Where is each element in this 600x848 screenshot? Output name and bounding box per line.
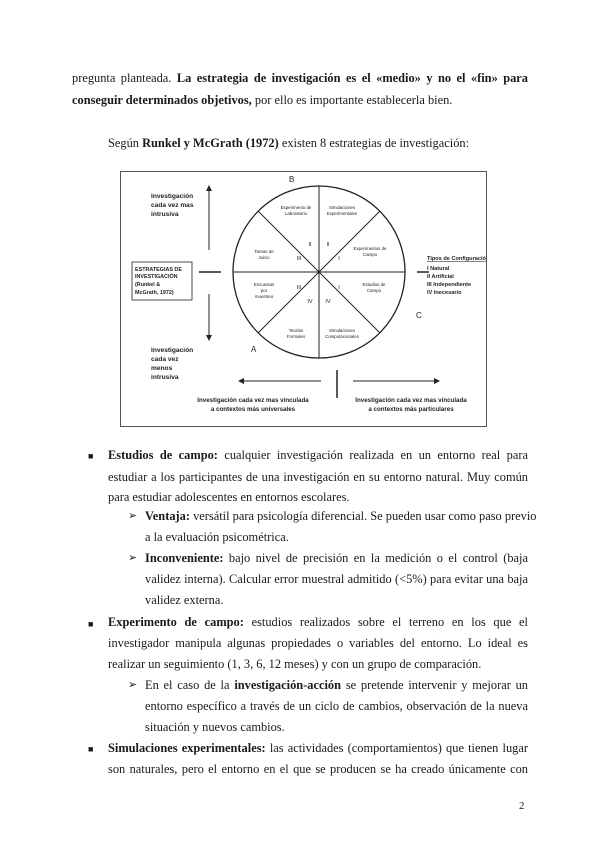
svg-text:cada vez mas: cada vez mas xyxy=(151,202,194,209)
sector-teorias-1: Teorías xyxy=(288,328,304,333)
para1-line2: conseguir determinados objetivos, por ello es importante establecerla bien. xyxy=(72,93,453,107)
b3-line2: son naturales, pero el entorno en el que se producen se ha creado únicamente con xyxy=(108,762,528,776)
strategies-box-text xyxy=(135,267,182,296)
svg-text:IV Inecesario: IV Inecesario xyxy=(427,290,462,296)
sector-encuestas-1: Encuestas xyxy=(253,282,275,287)
strategies-figure xyxy=(120,171,487,427)
b2-line3: realizar un seguimiento (1, 3, 6, 12 meses) y con un grupo de comparación. xyxy=(108,657,482,671)
s1-line2: a la evaluación psicométrica. xyxy=(145,530,289,544)
sector-teorias-2: Formales xyxy=(286,334,306,339)
sector-lab-1: Experimento de xyxy=(280,205,312,210)
sector-simcomp-2: Computacionales xyxy=(325,334,359,339)
svg-text:menos: menos xyxy=(151,365,173,372)
arrow-bullet-icon: ➢ xyxy=(128,679,138,691)
label-a: A xyxy=(251,345,257,354)
sector-simcomp-1: Simulaciones xyxy=(328,328,356,333)
roman-numerals xyxy=(297,242,341,305)
sector-tareas-1: Tareas de xyxy=(254,249,274,254)
sector-expcampo-1: Experimentos de xyxy=(353,246,387,251)
tipos-configuracion xyxy=(427,256,486,296)
s2-line1: Inconveniente: bajo nivel de precisión en la medición o el control (baja xyxy=(145,551,528,565)
bottom-left-text xyxy=(197,397,309,413)
page-number: 2 xyxy=(519,800,525,812)
sector-tareas-2: Juicio xyxy=(258,255,270,260)
svg-text:McGrath, 1972): McGrath, 1972) xyxy=(135,290,174,296)
sector-simexp-1: Simulaciones xyxy=(328,205,356,210)
sector-expcampo-2: Campo xyxy=(362,252,378,257)
strategies-diagram xyxy=(121,172,486,426)
left-top-text xyxy=(151,193,194,218)
arrow-bullet-icon: ➢ xyxy=(128,552,138,564)
svg-text:II: II xyxy=(308,242,312,248)
s3-line2: entorno específico a través de un ciclo de cambios, observación de la nueva xyxy=(145,699,528,713)
b3-line1: Simulaciones experimentales: las actividades (comportamientos) que tienen lugar xyxy=(108,741,528,755)
bullet-square: ■ xyxy=(88,451,94,461)
s2-line3: validez externa. xyxy=(145,593,224,607)
bottom-right-text xyxy=(355,397,467,413)
svg-text:III: III xyxy=(296,256,302,262)
b1-line1: Estudios de campo: cualquier investigación realizada en un entorno real para xyxy=(108,448,528,462)
s3-line3: situación y nuevos cambios. xyxy=(145,720,285,734)
svg-text:I Natural: I Natural xyxy=(427,266,450,272)
s3-line1: En el caso de la investigación-acción se pretende intervenir y mejorar un xyxy=(145,678,528,692)
svg-text:IV: IV xyxy=(325,299,331,305)
b1-line3: para estudiar adolescentes en entornos escolares. xyxy=(108,490,350,504)
svg-text:I: I xyxy=(338,256,340,262)
bullet-square: ■ xyxy=(88,619,94,629)
sector-estcampo-2: Campo xyxy=(366,288,382,293)
svg-text:INVESTIGACIÓN: INVESTIGACIÓN xyxy=(135,274,178,280)
label-c: C xyxy=(416,311,422,320)
sector-estcampo-1: Estudios de xyxy=(362,282,386,287)
svg-text:III: III xyxy=(296,285,302,291)
svg-text:(Runkel &: (Runkel & xyxy=(135,282,161,288)
svg-text:a contextos más particulares: a contextos más particulares xyxy=(368,406,454,413)
s2-line2: validez interna). Calcular error muestral admitido (<5%) para evitar una baja xyxy=(145,572,528,586)
svg-text:Tipos de Configuración: Tipos de Configuración xyxy=(427,256,486,262)
svg-text:Investigación: Investigación xyxy=(151,347,194,354)
svg-text:ESTRATEGIAS DE: ESTRATEGIAS DE xyxy=(135,267,182,273)
bullet-square: ■ xyxy=(88,744,94,754)
svg-text:Investigación: Investigación xyxy=(151,193,194,200)
svg-text:cada vez: cada vez xyxy=(151,356,179,363)
b2-line1: Experimento de campo: estudios realizados sobre el terreno en los que el xyxy=(108,615,528,629)
sector-encuestas-2: por xyxy=(260,288,268,293)
svg-text:II: II xyxy=(326,242,330,248)
b2-line2: investigador manipula algunas propiedades o variables del entorno. Lo ideal es xyxy=(108,636,528,650)
para1-line1: pregunta planteada. La estrategia de investigación es el «medio» y no el «fin» para xyxy=(72,71,528,85)
sector-encuestas-3: muestreo xyxy=(254,294,274,299)
left-bottom-text xyxy=(151,347,193,381)
sector-lab-2: Laboratorio xyxy=(284,211,308,216)
sector-simexp-2: Experimentales xyxy=(326,211,358,216)
svg-text:Investigación cada vez mas vi: Investigación cada vez mas vinculada xyxy=(355,397,467,404)
svg-text:intrusiva: intrusiva xyxy=(151,211,179,218)
s1-line1: Ventaja: versátil para psicología diferencial. Se pueden usar como paso previo xyxy=(145,509,537,523)
para2: Según Runkel y McGrath (1972) existen 8 estrategias de investigación: xyxy=(108,136,470,150)
svg-text:IV: IV xyxy=(307,299,313,305)
svg-text:Investigación cada vez mas vi: Investigación cada vez mas vinculada xyxy=(197,397,309,404)
svg-text:II Artificial: II Artificial xyxy=(427,274,454,280)
svg-text:I: I xyxy=(338,285,340,291)
svg-text:a contextos más universales: a contextos más universales xyxy=(210,406,296,413)
svg-text:intrusiva: intrusiva xyxy=(151,374,179,381)
svg-text:III Independiente: III Independiente xyxy=(427,282,472,288)
label-b: B xyxy=(289,175,295,184)
arrow-bullet-icon: ➢ xyxy=(128,510,138,522)
b1-line2: estudiar a los participantes de una investigación en su entorno natural. Muy común xyxy=(108,470,528,484)
